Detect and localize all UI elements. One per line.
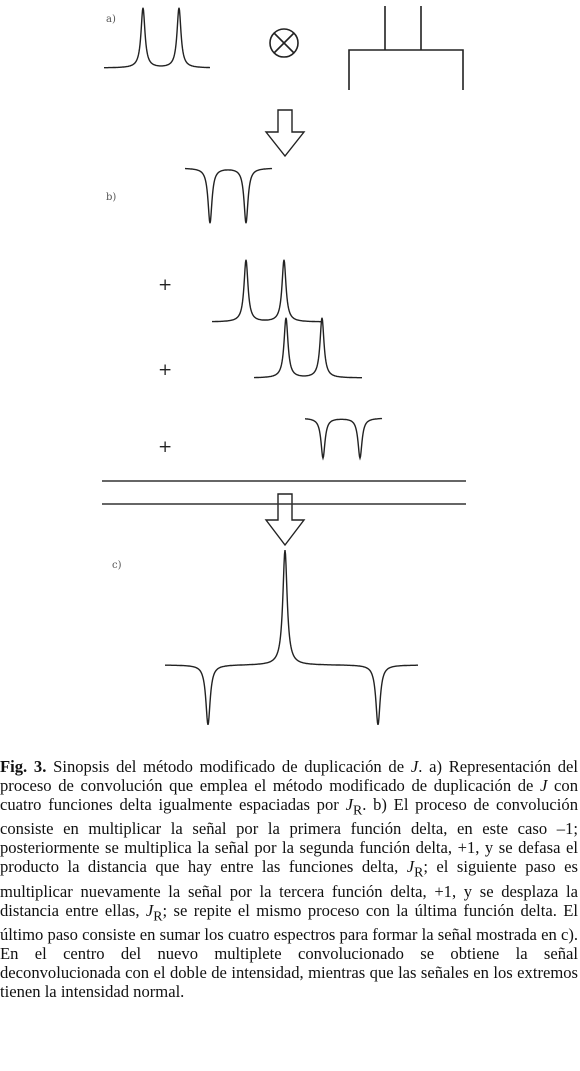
caption-text: ; el siguiente paso es multiplicar nuevamente la señal por la tercera función delta, +1, y se desplaza la distancia entre ellas, <box>0 857 578 920</box>
doublet-signal <box>104 8 210 68</box>
delta-functions <box>349 6 463 90</box>
caption-italic: J <box>345 795 353 814</box>
caption-text: . b) El proceso de convolución consiste en multiplicar la señal por la primera función delta, en este caso –1; posteriormente se multiplica la señal por la segunda función delta, +1, y se defasa el producto la distancia que hay entre las funciones delta, <box>0 795 578 877</box>
caption-text: . a) Representación del proceso de convolución que emplea el método modificado de duplicación de <box>0 757 578 795</box>
figure-label: Fig. 3. <box>0 757 47 776</box>
caption-italic: J <box>410 757 419 776</box>
caption-text: Sinopsis del método modificado de duplicación de <box>46 757 411 776</box>
step-signal-negative <box>305 419 382 459</box>
down-arrow-icon <box>266 494 304 545</box>
result-signal <box>165 550 418 725</box>
caption-subscript: R <box>352 802 363 818</box>
plus-sign: + <box>158 437 173 457</box>
convolution-operator-icon <box>270 29 298 57</box>
caption-italic: J <box>540 776 548 795</box>
figure-caption <box>0 757 578 1001</box>
panel-label-b: b) <box>106 192 117 203</box>
step-signal-negative <box>185 169 272 224</box>
plus-sign: + <box>158 275 173 295</box>
caption-text: ; se repite el mismo proceso con la última función delta. El último paso consiste en sumar los cuatro espectros para formar la señal mostrada en c). En el centro del nuevo multiplete convolucionado se obtiene la señal deconvolucionada con el doble de intensidad, mientras que las señales en los extremos tienen la intensidad normal. <box>0 900 578 1001</box>
panel-label-a: a) <box>106 14 116 25</box>
caption-text: con cuatro funciones delta igualmente espaciadas por <box>0 776 579 814</box>
caption-subscript: R <box>153 907 163 923</box>
down-arrow-icon <box>266 110 304 156</box>
caption-italic: J <box>406 857 415 877</box>
step-signal-positive <box>212 260 322 322</box>
panel-label-c: c) <box>112 560 122 571</box>
step-signal-positive <box>254 318 362 378</box>
caption-subscript: R <box>414 864 424 880</box>
caption-italic: J <box>145 900 154 920</box>
plus-sign: + <box>158 360 173 380</box>
